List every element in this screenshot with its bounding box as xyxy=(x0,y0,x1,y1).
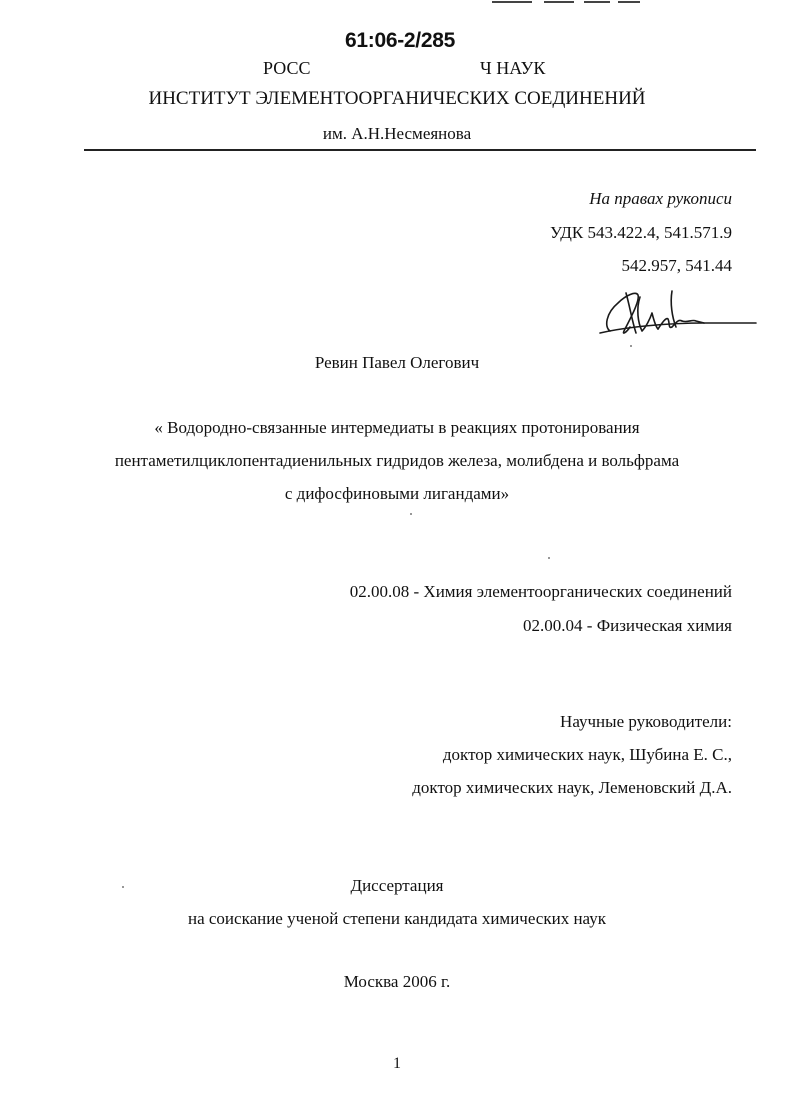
archive-stamp: 61:06-2/285 xyxy=(345,29,455,52)
institute-name: ИНСТИТУТ ЭЛЕМЕНТООРГАНИЧЕСКИХ СОЕДИНЕНИЙ xyxy=(148,88,646,109)
advisor-entry: доктор химических наук, Леменовский Д.А. xyxy=(412,778,732,797)
page-number: 1 xyxy=(393,1055,401,1072)
author-signature xyxy=(596,283,758,343)
thesis-title-line: пентаметилциклопентадиенильных гидридов железа, молибдена и вольфрама xyxy=(114,451,680,470)
place-and-year: Москва 2006 г. xyxy=(343,972,451,991)
author-name: Ревин Павел Олегович xyxy=(314,353,480,372)
advisor-entry: доктор химических наук, Шубина Е. С., xyxy=(442,745,732,764)
thesis-title-line: « Водородно-связанные интермедиаты в реакциях протонирования xyxy=(154,418,640,437)
header-divider xyxy=(84,149,756,151)
scan-speck xyxy=(122,886,124,888)
udk-code-line-2: 542.957, 541.44 xyxy=(621,256,732,275)
degree-statement: на соискание ученой степени кандидата химических наук xyxy=(187,909,606,928)
specialty-code: 02.00.08 - Химия элементоорганических соединений xyxy=(349,582,732,601)
manuscript-rights-note: На правах рукописи xyxy=(589,189,732,208)
specialty-code: 02.00.04 - Физическая химия xyxy=(523,616,732,635)
academy-name-fragment-right: Ч НАУК xyxy=(480,58,546,78)
scan-speck xyxy=(410,513,412,515)
scan-speck xyxy=(630,345,632,347)
academy-name-fragment-left: РОСС xyxy=(263,58,311,78)
scan-artifact xyxy=(492,0,640,4)
scan-speck xyxy=(548,557,550,559)
institute-named-after: им. А.Н.Несмеянова xyxy=(322,124,472,143)
thesis-title-line: с дифосфиновыми лигандами» xyxy=(284,484,510,503)
udk-code-line-1: УДК 543.422.4, 541.571.9 xyxy=(549,223,732,242)
document-type: Диссертация xyxy=(350,876,444,895)
advisors-label: Научные руководители: xyxy=(560,712,732,731)
